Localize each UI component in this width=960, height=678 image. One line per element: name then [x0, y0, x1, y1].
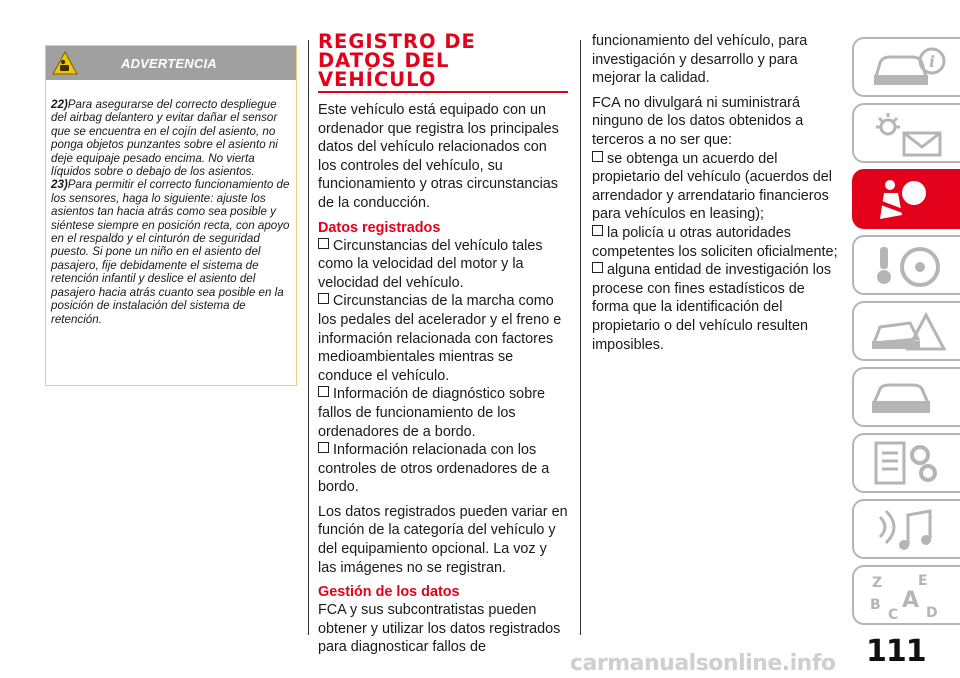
paragraph: FCA no divulgará ni suministrará ninguno de los datos obtenidos a terceros a no ser que:: [592, 94, 804, 148]
emergency-icon: [868, 307, 948, 357]
svg-text:C: C: [888, 607, 899, 621]
svg-text:A: A: [902, 588, 920, 613]
checkbox-bullet-icon: [318, 442, 329, 453]
subheading-data-management: Gestión de los datos: [318, 584, 460, 601]
checkbox-bullet-icon: [592, 262, 603, 273]
specs-gears-icon: [868, 439, 948, 489]
svg-text:E: E: [918, 573, 928, 589]
paragraph: funcionamiento del vehículo, para investigación y desarrollo y para mejorar la calidad.: [592, 33, 808, 87]
right-column: [592, 32, 844, 354]
intro-paragraph: Este vehículo está equipado con un ordenador que registra los principales datos del vehículo relacionados con los controles del vehículo, su funcionamiento y otras circunstancias de la conducción.: [318, 102, 559, 211]
svg-text:B: B: [870, 597, 881, 613]
svg-text:D: D: [926, 605, 938, 621]
svg-text:i: i: [929, 52, 936, 71]
column-divider: [580, 40, 581, 635]
warning-title: ADVERTENCIA: [121, 56, 217, 71]
watermark: carmanualsonline.info: [570, 651, 836, 676]
car-service-icon: [868, 373, 948, 423]
subheading-recorded-data: Datos registrados: [318, 219, 441, 236]
sidebar-tab-starting-driving[interactable]: [852, 235, 960, 295]
sidebar-tab-index[interactable]: [852, 565, 960, 625]
list-item: Información relacionada con los controles de otros ordenadores de a bordo.: [318, 442, 550, 496]
sidebar-tab-car-info[interactable]: [852, 37, 960, 97]
main-column: [318, 32, 568, 663]
warning-box: [45, 45, 297, 386]
list-item: Circunstancias de la marcha como los pedales del acelerador y el freno e información relacionada con factores medioambientales mientras se conduce el vehículo.: [318, 293, 562, 384]
checkbox-bullet-icon: [318, 293, 329, 304]
title-rule: [318, 91, 568, 93]
checkbox-bullet-icon: [318, 386, 329, 397]
list-item: Circunstancias del vehículo tales como la velocidad del motor y la velocidad del vehículo.: [318, 237, 543, 291]
sidebar-tab-emergency[interactable]: [852, 301, 960, 361]
index-letters-icon: [868, 571, 948, 621]
warning-item: 22)Para asegurarse del correcto despliegue del airbag delantero y evitar dañar el sensor que se encuentra en el cojín del asiento, no ponga objetos punzantes sobre el asiento ni deje equipaje pesado encima. No vierta líquidos sobre o debajo de los asientos.: [51, 98, 278, 179]
column-divider: [308, 40, 309, 635]
checkbox-bullet-icon: [318, 238, 329, 249]
warning-header: [46, 46, 296, 80]
sidebar-tab-multimedia[interactable]: [852, 499, 960, 559]
warning-triangle-icon: [52, 50, 78, 76]
sidebar-tab-service[interactable]: [852, 367, 960, 427]
car-info-icon: [868, 43, 948, 93]
sidebar-tab-specs[interactable]: [852, 433, 960, 493]
list-item: alguna entidad de investigación los procese con fines estadísticos de forma que la identificación del propietario o del vehículo resulten imposibles.: [592, 262, 832, 353]
checkbox-bullet-icon: [592, 225, 603, 236]
list-item: se obtenga un acuerdo del propietario del vehículo (acuerdos del arrendador y arrendatario financieros para vehículos en leasing);: [592, 150, 832, 223]
paragraph: Los datos registrados pueden variar en función de la categoría del vehículo y del equipamiento opcional. La voz y las imágenes no se registran.: [318, 503, 568, 576]
svg-text:Z: Z: [872, 575, 883, 591]
warning-item: 23)Para permitir el correcto funcionamiento de los sensores, haga lo siguiente: ajuste los asientos tan hacia atrás como sea posible y siéntese siempre en posición recta, con apoyo en el respaldo y el cinturón de seguridad puesto. Si pone un niño en el asiento del pasajero, fije debidamente el sistema de retención infantil y deslice el asiento del pasajero hacia atrás cuanto sea posible en la posición de instalación del sistema de retención.: [51, 178, 290, 326]
paragraph: FCA y sus subcontratistas pueden obtener y utilizar los datos registrados para diagnosticar fallos de: [318, 602, 561, 656]
airbag-safety-icon: [868, 175, 948, 225]
key-steering-icon: [868, 241, 948, 291]
page-number: 111: [866, 634, 926, 669]
warning-lights-icon: [868, 109, 948, 159]
list-item: la policía u otras autoridades competentes los soliciten oficialmente;: [592, 224, 838, 260]
warning-body: [51, 98, 295, 326]
section-title: REGISTRO DE DATOS DEL VEHÍCULO: [318, 30, 476, 91]
sidebar-tab-safety[interactable]: [852, 169, 960, 229]
checkbox-bullet-icon: [592, 151, 603, 162]
sidebar-tab-warning-lights[interactable]: [852, 103, 960, 163]
list-item: Información de diagnóstico sobre fallos de funcionamiento de los ordenadores de a bordo.: [318, 386, 545, 440]
multimedia-icon: [868, 505, 948, 555]
